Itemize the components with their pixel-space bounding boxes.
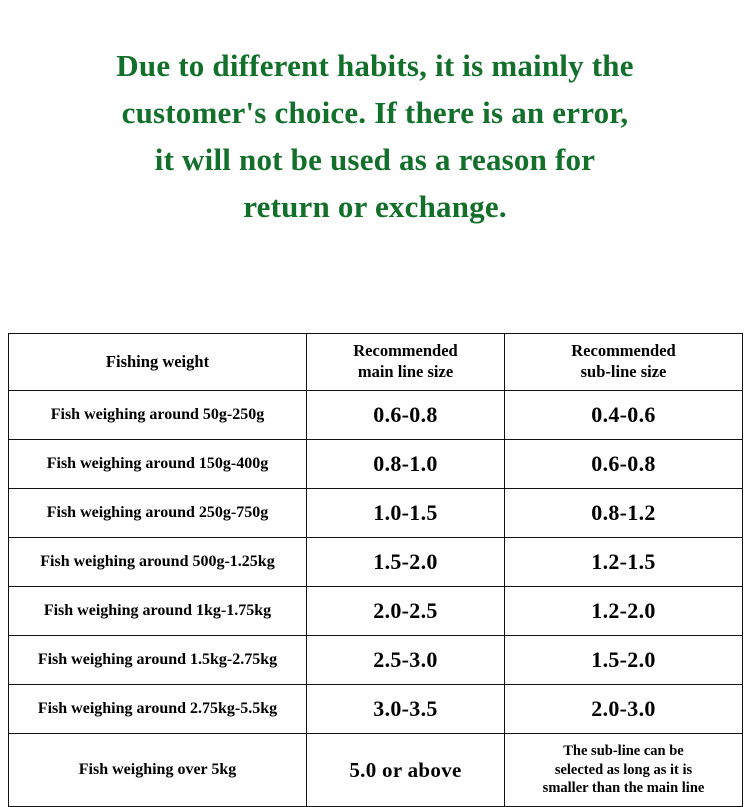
- row-weight: Fish weighing around 50g-250g: [9, 391, 307, 440]
- header-fishing-weight: Fishing weight: [9, 334, 307, 391]
- table-row: [9, 391, 743, 440]
- page-title: [0, 0, 750, 230]
- row-sub-line-note: [505, 734, 743, 807]
- row-sub-line-note-l3: smaller than the main line: [542, 780, 705, 797]
- row-weight: Fish weighing around 2.75kg-5.5kg: [9, 685, 307, 734]
- row-weight: Fish weighing around 150g-400g: [9, 440, 307, 489]
- row-sub-line: 0.8-1.2: [505, 489, 743, 538]
- headline-line-3: it will not be used as a reason for: [154, 142, 596, 178]
- row-sub-line: 0.6-0.8: [505, 440, 743, 489]
- header-main-line-size-l2: main line size: [357, 362, 454, 381]
- table-row: [9, 734, 743, 807]
- headline-line-2: customer's choice. If there is an error,: [121, 95, 629, 131]
- header-main-line-size: [307, 334, 505, 391]
- row-main-line: 1.5-2.0: [307, 538, 505, 587]
- table-row: [9, 538, 743, 587]
- table-header-row: [9, 334, 743, 391]
- row-sub-line: 1.2-1.5: [505, 538, 743, 587]
- row-sub-line: 1.5-2.0: [505, 636, 743, 685]
- header-sub-line-size-l1: Recommended: [571, 341, 676, 361]
- table-row: [9, 587, 743, 636]
- row-main-line: 3.0-3.5: [307, 685, 505, 734]
- headline-line-4: return or exchange.: [243, 189, 507, 225]
- row-main-line: 2.0-2.5: [307, 587, 505, 636]
- line-size-table: [8, 333, 743, 807]
- row-sub-line: 1.2-2.0: [505, 587, 743, 636]
- row-weight: Fish weighing around 500g-1.25kg: [9, 538, 307, 587]
- header-sub-line-size: [505, 334, 743, 391]
- row-weight: Fish weighing around 1kg-1.75kg: [9, 587, 307, 636]
- table-row: [9, 636, 743, 685]
- row-main-line: 1.0-1.5: [307, 489, 505, 538]
- line-size-table-wrap: [8, 333, 742, 807]
- row-main-line: 0.6-0.8: [307, 391, 505, 440]
- table-row: [9, 489, 743, 538]
- row-sub-line-note-l1: The sub-line can be: [563, 743, 684, 760]
- row-weight: Fish weighing over 5kg: [9, 734, 307, 807]
- row-sub-line-note-l2: selected as long as it is: [554, 761, 693, 778]
- row-main-line: 5.0 or above: [307, 734, 505, 807]
- header-main-line-size-l1: Recommended: [353, 341, 458, 361]
- header-sub-line-size-l2: sub-line size: [580, 362, 667, 381]
- row-main-line: 0.8-1.0: [307, 440, 505, 489]
- row-sub-line: 0.4-0.6: [505, 391, 743, 440]
- row-weight: Fish weighing around 250g-750g: [9, 489, 307, 538]
- table-row: [9, 440, 743, 489]
- row-weight: Fish weighing around 1.5kg-2.75kg: [9, 636, 307, 685]
- row-sub-line: 2.0-3.0: [505, 685, 743, 734]
- table-row: [9, 685, 743, 734]
- headline-line-1: Due to different habits, it is mainly the: [116, 48, 634, 83]
- row-main-line: 2.5-3.0: [307, 636, 505, 685]
